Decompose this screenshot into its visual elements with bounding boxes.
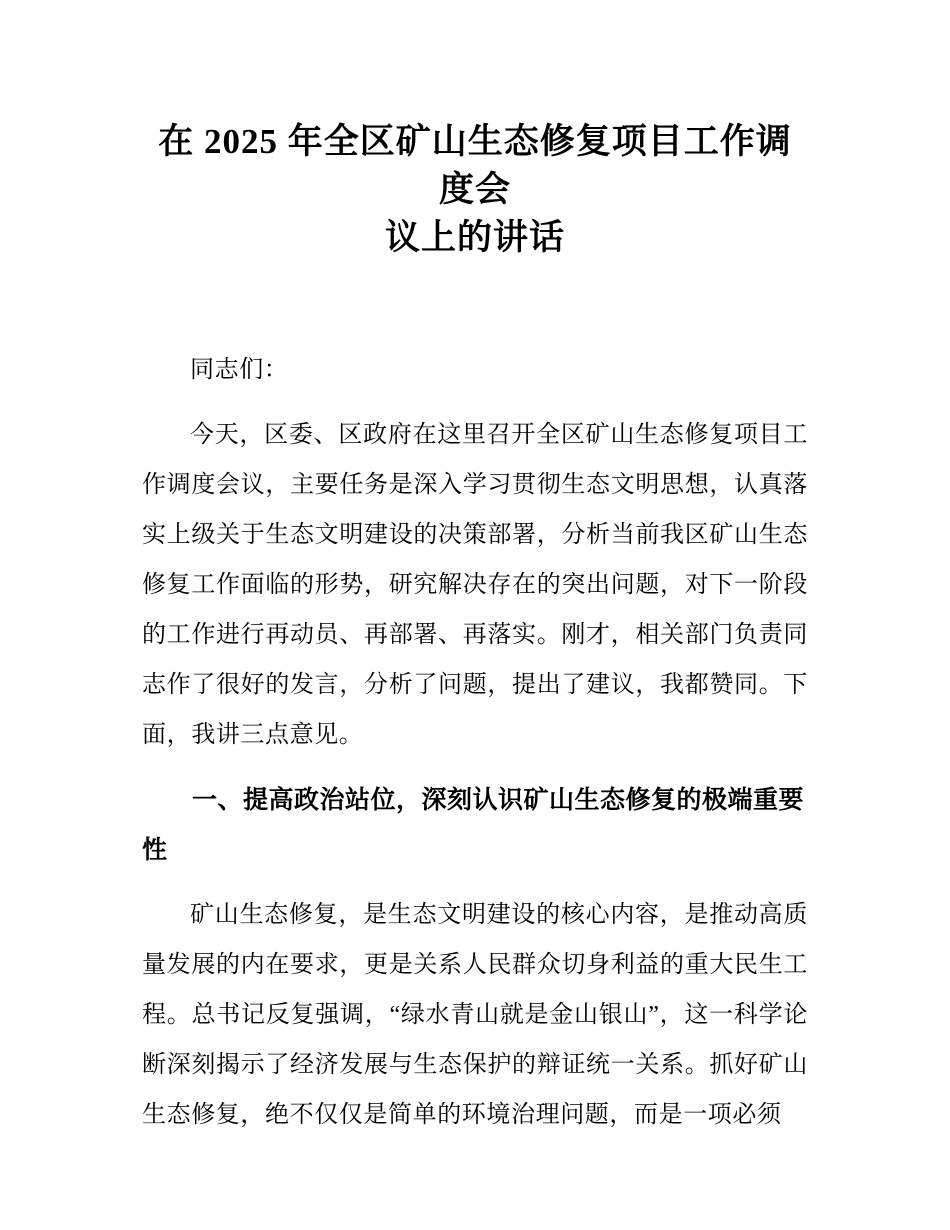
document-title-line-2: 议上的讲话: [384, 218, 565, 257]
section-heading-1: 一、提高政治站位，深刻认识矿山生态修复的极端重要性: [142, 786, 805, 864]
paragraph-section-1-body: 矿山生态修复，是生态文明建设的核心内容，是推动高质量发展的内在要求，更是关系人民群众切身利益的重大民生工程。总书记反复强调，“绿水青山就是金山银山”，这一科学论断深刻揭示了经济发展与生态保护的辩证统一关系。抓好矿山生态修复，绝不仅仅是简单的环境治理问题，而是一项必须: [142, 902, 808, 1128]
salutation: 同志们：: [190, 357, 289, 383]
document-title-line-1: 在 2025 年全区矿山生态修复项目工作调度会: [158, 122, 792, 209]
paragraph-introduction: 今天，区委、区政府在这里召开全区矿山生态修复项目工作调度会议，主要任务是深入学习贯彻生态文明思想，认真落实上级关于生态文明建设的决策部署，分析当前我区矿山生态修复工作面临的形势，研究解决存在的突出问题，对下一阶段的工作进行再动员、再部署、再落实。刚才，相关部门负责同志作了很好的发言，分析了问题，提出了建议，我都赞同。下面，我讲三点意见。: [142, 422, 808, 748]
document-title: [142, 118, 808, 262]
